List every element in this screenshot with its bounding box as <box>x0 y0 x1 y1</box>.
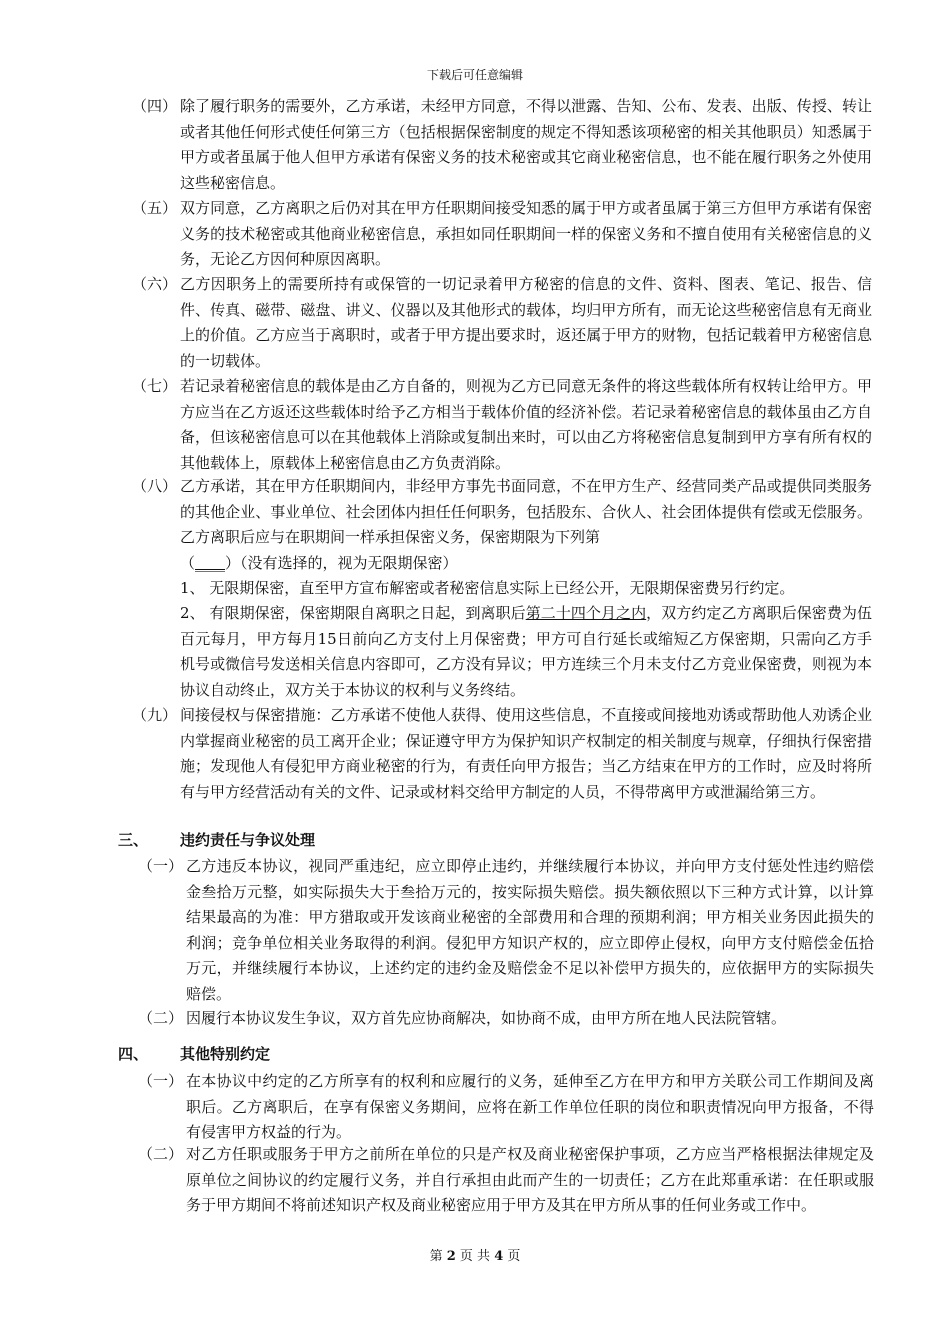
term-option-text-after: ，双方约定乙方离职后保密费为伍百元每月，甲方每月15日前向乙方支付上月保密费；甲方可自行延长或缩短乙方保密期，只需向乙方手机号或微信号发送相关信息内容即可，乙方没有异议；甲方连续三个月未支付乙方竞业保密费，则视为本协议自动终止，双方关于本协议的权利与义务终结。 <box>180 604 872 699</box>
term-option-text-before: 2、 有限期保密，保密期限自离职之日起，到离职后 <box>180 604 526 622</box>
term-choice-open: （ <box>180 553 196 572</box>
clause-4 <box>132 94 872 196</box>
clause-label: （四） <box>132 97 178 115</box>
section-4-item-2 <box>138 1142 874 1219</box>
page-footer <box>0 1245 950 1264</box>
section-title: 其他特别约定 <box>180 1045 271 1063</box>
footer-page-number: 2 <box>446 1249 456 1264</box>
clause-6 <box>132 272 872 374</box>
footer-suffix: 页 <box>507 1249 521 1264</box>
clause-text: 若记录着秘密信息的载体是由乙方自备的，则视为乙方已同意无条件的将这些载体所有权转让给甲方。甲方应当在乙方返还这些载体时给予乙方相当于载体价值的经济补偿。若记录着秘密信息的载体虽由乙方自备，但该秘密信息可以在其他载体上消除或复制出来时，可以由乙方将秘密信息复制到甲方享有所有权的其他载体上，原载体上秘密信息由乙方负责消除。 <box>180 377 872 472</box>
clause-label: （二） <box>138 1145 184 1163</box>
term-choice-close: ） <box>225 553 241 572</box>
clause-5 <box>132 196 872 273</box>
clause-label: （二） <box>138 1009 184 1027</box>
page-header: 下载后可任意编辑 <box>426 68 523 82</box>
clause-9 <box>132 703 872 805</box>
clause-text: 因履行本协议发生争议，双方首先应协商解决，如协商不成，由甲方所在地人民法院管辖。 <box>186 1009 787 1027</box>
clause-text: 乙方违反本协议，视同严重违纪，应立即停止违约，并继续履行本协议，并向甲方支付惩处性违约赔偿金叁拾万元整，如实际损失大于叁拾万元的，按实际损失赔偿。损失额依照以下三种方式计算，以计算结果最高的为准：甲方猎取或开发该商业秘密的全部费用和合理的预期利润；甲方相关业务因此损失的利润；竞争单位相关业务取得的利润。侵犯甲方知识产权的，应立即停止侵权，向甲方支付赔偿金伍拾万元，并继续履行本协议，上述约定的违约金及赔偿金不足以补偿甲方损失的，应依据甲方的实际损失赔偿。 <box>186 857 874 1003</box>
clause-text: 乙方承诺，其在甲方任职期间内，非经甲方事先书面同意，不在甲方生产、经营同类产品或提供同类服务的其他企业、事业单位、社会团体内担任任何职务，包括股东、合伙人、社会团体提供有偿或无偿服务。乙方离职后应与在职期间一样承担保密义务，保密期限为下列第 <box>180 477 872 546</box>
section-4-item-1 <box>138 1069 874 1146</box>
clause-text: 对乙方任职或服务于甲方之前所在单位的只是产权及商业秘密保护事项，乙方应当严格根据法律规定及原单位之间协议的约定履行义务，并自行承担由此而产生的一切责任；乙方在此郑重承诺：在任职或服务于甲方期间不将前述知识产权及商业秘密应用于甲方及其在甲方所从事的任何业务或工作中。 <box>186 1145 874 1214</box>
footer-prefix: 第 <box>429 1249 443 1264</box>
clause-text: 在本协议中约定的乙方所享有的权利和应履行的义务，延伸至乙方在甲方和甲方关联公司工作期间及离职后。乙方离职后，在享有保密义务期间，应将在新工作单位任职的岗位和职责情况向甲方报备，不得有侵害甲方权益的行为。 <box>186 1072 874 1141</box>
section-number: 三、 <box>118 831 149 849</box>
term-option-2 <box>180 601 872 703</box>
section-title: 违约责任与争议处理 <box>180 831 316 849</box>
term-option-underlined: 第二十四个月之内 <box>525 604 647 622</box>
clause-label: （六） <box>132 275 178 293</box>
clause-label: （八） <box>132 477 178 495</box>
clause-7 <box>132 374 872 476</box>
clause-label: （七） <box>132 377 178 395</box>
clause-label: （一） <box>138 857 184 875</box>
term-option-1: 1、 无限期保密，直至甲方宣布解密或者秘密信息实际上已经公开，无限期保密费另行约定。 <box>180 579 795 597</box>
clause-text: 间接侵权与保密措施：乙方承诺不使他人获得、使用这些信息，不直接或间接地劝诱或帮助他人劝诱企业内掌握商业秘密的员工离开企业；保证遵守甲方为保护知识产权制定的相关制度与规章，仔细执行保密措施；发现他人有侵犯甲方商业秘密的行为，有责任向甲方报告；当乙方结束在甲方的工作时，应及时将所有与甲方经营活动有关的文件、记录或材料交给甲方制定的人员，不得带离甲方或泄漏给第三方。 <box>180 706 872 801</box>
section-3-item-1 <box>138 854 874 1007</box>
clause-label: （五） <box>132 199 178 217</box>
footer-total-pages: 4 <box>494 1249 504 1264</box>
clause-8 <box>132 474 872 576</box>
section-3-item-2 <box>138 1006 874 1032</box>
footer-mid: 页 共 <box>459 1249 491 1264</box>
term-choice-blank: ____ <box>195 553 226 572</box>
clause-text: 双方同意，乙方离职之后仍对其在甲方任职期间接受知悉的属于甲方或者虽属于第三方但甲方承诺有保密义务的技术秘密或其他商业秘密信息，承担如同任职期间一样的保密义务和不擅自使用有关秘密信息的义务，无论乙方因何种原因离职。 <box>180 199 872 268</box>
clause-text: 乙方因职务上的需要所持有或保管的一切记录着甲方秘密的信息的文件、资料、图表、笔记、报告、信件、传真、磁带、磁盘、讲义、仪器以及其他形式的载体，均归甲方所有，而无论这些秘密信息有无商业上的价值。乙方应当于离职时，或者于甲方提出要求时，返还属于甲方的财物，包括记载着甲方秘密信息的一切载体。 <box>180 275 872 370</box>
clause-text: 除了履行职务的需要外，乙方承诺，未经甲方同意，不得以泄露、告知、公布、发表、出版、传授、转让或者其他任何形式使任何第三方（包括根据保密制度的规定不得知悉该项秘密的相关其他职员）知悉属于甲方或者虽属于他人但甲方承诺有保密义务的技术秘密或其它商业秘密信息，也不能在履行职务之外使用这些秘密信息。 <box>180 97 872 192</box>
clause-label: （九） <box>132 706 178 724</box>
clause-label: （一） <box>138 1072 184 1090</box>
section-number: 四、 <box>118 1045 149 1063</box>
term-choice-note: （没有选择的，视为无限期保密） <box>240 553 458 572</box>
